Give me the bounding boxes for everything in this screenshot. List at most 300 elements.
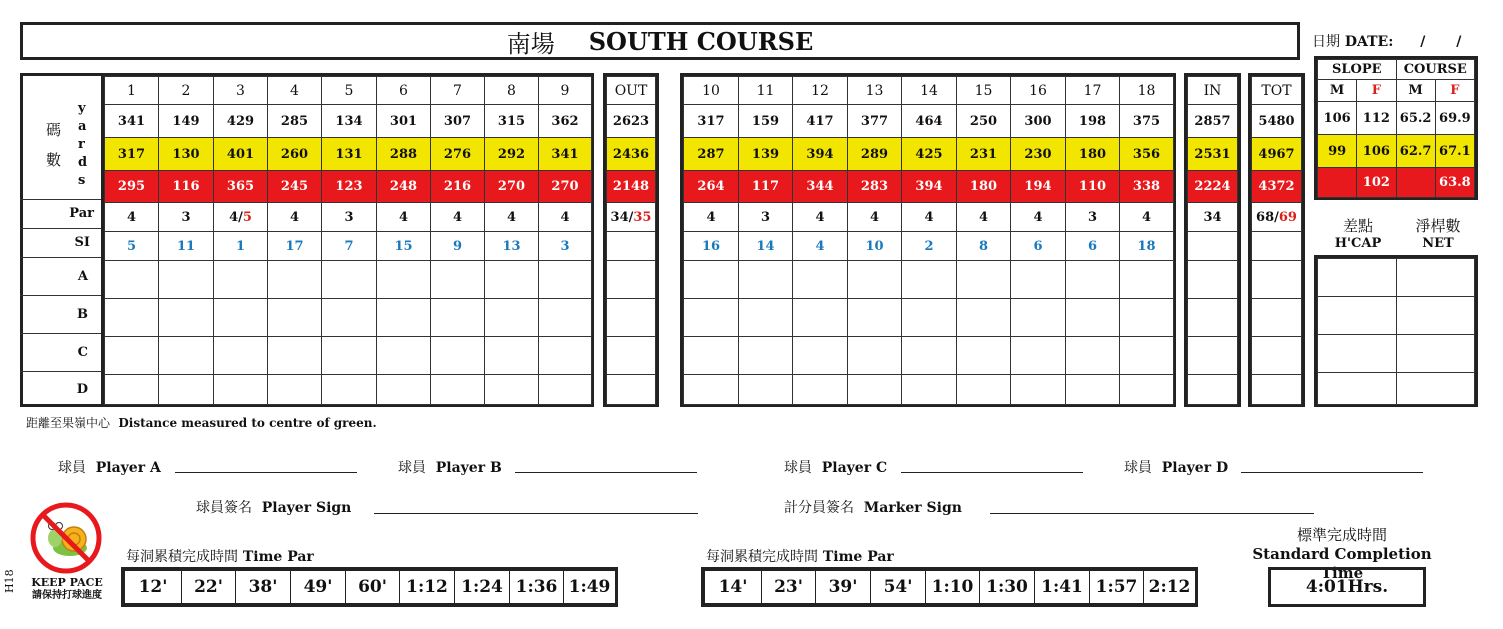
female-label: F <box>1435 80 1474 102</box>
player-row-label: B <box>20 295 104 333</box>
tot-si <box>1252 232 1302 261</box>
player-c-field[interactable] <box>901 472 1083 473</box>
time-par-cell: 1:24 <box>455 571 510 604</box>
out-score-c[interactable] <box>607 337 656 375</box>
back-nine-block <box>680 73 1176 407</box>
hole-number: 11 <box>739 77 793 105</box>
time-par-en: Time Par <box>822 549 894 565</box>
tot-block <box>1248 73 1305 407</box>
hole-par: 4 <box>793 203 848 232</box>
white-yards: 285 <box>268 105 322 138</box>
hole-number: 17 <box>1066 77 1120 105</box>
time-par-cell: 1:57 <box>1090 571 1144 604</box>
time-par-front <box>121 567 618 607</box>
player-d-label <box>1124 457 1228 477</box>
hole-number: 13 <box>848 77 902 105</box>
score-a[interactable] <box>322 261 377 299</box>
tot-yellow: 4967 <box>1252 138 1302 171</box>
score-c[interactable] <box>322 337 377 375</box>
hole-par: 4 <box>268 203 322 232</box>
score-b[interactable] <box>848 299 902 337</box>
white-yards: 134 <box>322 105 377 138</box>
stroke-index: 14 <box>739 232 793 261</box>
score-b[interactable] <box>485 299 539 337</box>
hole-par: 4 <box>539 203 592 232</box>
yellow-yards: 356 <box>1120 138 1174 171</box>
par-alt: 5 <box>242 209 252 225</box>
hole-number: 8 <box>485 77 539 105</box>
yards-letter: s <box>78 173 86 188</box>
slope-header: SLOPE <box>1318 60 1397 80</box>
marker-sign-field[interactable] <box>990 513 1314 514</box>
score-b[interactable] <box>902 299 957 337</box>
stroke-index: 9 <box>431 232 485 261</box>
rating-cell: 65.2 <box>1396 102 1435 135</box>
hole-par: 4 <box>431 203 485 232</box>
red-yards: 248 <box>377 171 431 203</box>
in-par: 34 <box>1188 203 1238 232</box>
tot-header: TOT <box>1252 77 1302 105</box>
yellow-yards: 287 <box>684 138 739 171</box>
hole-par: 4 <box>684 203 739 232</box>
stroke-index: 10 <box>848 232 902 261</box>
hole-par: 4 <box>1120 203 1174 232</box>
hcap-cell[interactable] <box>1318 373 1397 405</box>
date-label-cn: 日期 <box>1312 34 1340 50</box>
player-sign-en: Player Sign <box>261 500 352 516</box>
hole-par: 3 <box>739 203 793 232</box>
red-yards: 270 <box>539 171 592 203</box>
male-label: M <box>1396 80 1435 102</box>
hole-number: 9 <box>539 77 592 105</box>
yellow-yards: 131 <box>322 138 377 171</box>
time-par-cn: 每洞累積完成時間 <box>706 549 818 565</box>
yellow-yards: 139 <box>739 138 793 171</box>
score-d[interactable] <box>431 375 485 405</box>
score-c[interactable] <box>214 337 268 375</box>
out-par <box>607 203 656 232</box>
rating-cell: 67.1 <box>1435 135 1474 168</box>
hole-par: 4 <box>848 203 902 232</box>
hole-number: 4 <box>268 77 322 105</box>
score-d[interactable] <box>793 375 848 405</box>
out-header: OUT <box>607 77 656 105</box>
hcap-label-cn: 差點 <box>1342 217 1373 235</box>
front-nine-table <box>104 76 592 405</box>
score-a[interactable] <box>1011 261 1066 299</box>
score-b[interactable] <box>1066 299 1120 337</box>
stroke-index: 18 <box>1120 232 1174 261</box>
stroke-index: 7 <box>322 232 377 261</box>
tot-score-d[interactable] <box>1252 375 1302 405</box>
hole-number: 5 <box>322 77 377 105</box>
score-c[interactable] <box>105 337 159 375</box>
yellow-yards: 341 <box>539 138 592 171</box>
player-c-label <box>784 457 887 477</box>
score-c[interactable] <box>739 337 793 375</box>
par-label: Par <box>20 199 104 228</box>
out-red: 2148 <box>607 171 656 203</box>
si-label: SI <box>20 228 104 257</box>
white-yards: 301 <box>377 105 431 138</box>
score-c[interactable] <box>377 337 431 375</box>
player-a-label <box>58 457 161 477</box>
in-score-d[interactable] <box>1188 375 1238 405</box>
score-b[interactable] <box>105 299 159 337</box>
yellow-yards: 401 <box>214 138 268 171</box>
hole-par: 4 <box>105 203 159 232</box>
hole-par: 3 <box>322 203 377 232</box>
score-b[interactable] <box>957 299 1011 337</box>
score-a[interactable] <box>1120 261 1174 299</box>
net-cell[interactable] <box>1396 259 1475 297</box>
stroke-index: 8 <box>957 232 1011 261</box>
score-d[interactable] <box>902 375 957 405</box>
player-sign-label <box>196 497 351 517</box>
card-code: H18 <box>3 569 16 593</box>
net-cell[interactable] <box>1396 335 1475 373</box>
score-d[interactable] <box>1011 375 1066 405</box>
rating-cell <box>1396 168 1435 198</box>
white-yards: 159 <box>739 105 793 138</box>
hcap-label-en: H'CAP <box>1334 236 1382 251</box>
course-title <box>20 22 1300 60</box>
player-a-cn: 球員 <box>58 460 86 476</box>
hcap-cell[interactable] <box>1318 335 1397 373</box>
hole-number: 3 <box>214 77 268 105</box>
yards-letter: a <box>78 119 87 134</box>
red-yards: 194 <box>1011 171 1066 203</box>
stroke-index: 4 <box>793 232 848 261</box>
back-nine-table <box>683 76 1174 405</box>
score-a[interactable] <box>1066 261 1120 299</box>
net-label-cn: 淨桿數 <box>1415 217 1461 235</box>
score-d[interactable] <box>1066 375 1120 405</box>
yellow-yards: 180 <box>1066 138 1120 171</box>
out-score-d[interactable] <box>607 375 656 405</box>
yellow-yards: 394 <box>793 138 848 171</box>
score-b[interactable] <box>1011 299 1066 337</box>
player-c-cn: 球員 <box>784 460 812 476</box>
standard-completion-value: 4:01Hrs. <box>1268 567 1426 607</box>
tot-score-a[interactable] <box>1252 261 1302 299</box>
tot-par-main: 68/ <box>1256 209 1279 225</box>
player-b-cn: 球員 <box>398 460 426 476</box>
time-par-back <box>701 567 1198 607</box>
rating-cell: 112 <box>1357 102 1396 135</box>
stroke-index: 3 <box>539 232 592 261</box>
net-cell[interactable] <box>1396 297 1475 335</box>
in-red: 2224 <box>1188 171 1238 203</box>
score-a[interactable] <box>684 261 739 299</box>
score-a[interactable] <box>848 261 902 299</box>
stroke-index: 5 <box>105 232 159 261</box>
row-label-table <box>20 73 104 407</box>
red-yards: 283 <box>848 171 902 203</box>
course-header: COURSE <box>1396 60 1475 80</box>
yellow-yards: 425 <box>902 138 957 171</box>
rating-cell: 106 <box>1318 102 1357 135</box>
score-d[interactable] <box>105 375 159 405</box>
marker-sign-label <box>784 497 962 517</box>
distance-note <box>26 414 377 431</box>
player-b-en: Player B <box>435 460 502 476</box>
white-yards: 315 <box>485 105 539 138</box>
time-par-cn: 每洞累積完成時間 <box>126 549 238 565</box>
red-yards: 180 <box>957 171 1011 203</box>
rating-block <box>1314 56 1478 200</box>
score-a[interactable] <box>793 261 848 299</box>
rating-cell <box>1318 168 1357 198</box>
score-a[interactable] <box>739 261 793 299</box>
male-label: M <box>1318 80 1357 102</box>
out-yellow: 2436 <box>607 138 656 171</box>
hcap-net-block <box>1314 255 1478 407</box>
distance-note-cn: 距離至果嶺中心 <box>26 416 111 430</box>
score-a[interactable] <box>485 261 539 299</box>
red-yards: 344 <box>793 171 848 203</box>
yards-letter: r <box>78 137 85 152</box>
white-yards: 341 <box>105 105 159 138</box>
stroke-index: 16 <box>684 232 739 261</box>
score-a[interactable] <box>957 261 1011 299</box>
score-b[interactable] <box>739 299 793 337</box>
hole-par: 4 <box>902 203 957 232</box>
score-d[interactable] <box>1120 375 1174 405</box>
rating-table <box>1317 59 1475 198</box>
score-c[interactable] <box>957 337 1011 375</box>
score-c[interactable] <box>684 337 739 375</box>
score-b[interactable] <box>1120 299 1174 337</box>
tot-score-b[interactable] <box>1252 299 1302 337</box>
player-row-label: A <box>20 257 104 295</box>
standard-completion-cn: 標準完成時間 <box>1296 526 1387 544</box>
date-sep: / <box>1420 34 1426 50</box>
hcap-net-table <box>1317 258 1475 405</box>
player-row-label: C <box>20 333 104 371</box>
tot-score-c[interactable] <box>1252 337 1302 375</box>
score-a[interactable] <box>105 261 159 299</box>
score-d[interactable] <box>322 375 377 405</box>
hole-par: 4 <box>1011 203 1066 232</box>
yellow-yards: 230 <box>1011 138 1066 171</box>
yellow-yards: 231 <box>957 138 1011 171</box>
rating-cell: 99 <box>1318 135 1357 168</box>
hcap-cell[interactable] <box>1318 297 1397 335</box>
hole-par <box>214 203 268 232</box>
red-yards: 365 <box>214 171 268 203</box>
time-par-front-table <box>124 570 616 604</box>
yards-label-cn: 碼 <box>46 121 62 139</box>
white-yards: 417 <box>793 105 848 138</box>
out-block <box>603 73 659 407</box>
time-par-cell: 1:12 <box>400 571 455 604</box>
date-label-en: DATE: <box>1344 34 1394 50</box>
net-label-en: NET <box>1422 236 1454 251</box>
white-yards: 377 <box>848 105 902 138</box>
time-par-cell: 23' <box>762 571 816 604</box>
score-a[interactable] <box>268 261 322 299</box>
yards-letter: d <box>78 155 88 170</box>
yellow-yards: 288 <box>377 138 431 171</box>
hole-number: 10 <box>684 77 739 105</box>
score-b[interactable] <box>322 299 377 337</box>
out-si <box>607 232 656 261</box>
rating-cell: 62.7 <box>1396 135 1435 168</box>
score-d[interactable] <box>539 375 592 405</box>
hcap-cell[interactable] <box>1318 259 1397 297</box>
score-c[interactable] <box>268 337 322 375</box>
rating-cell: 102 <box>1357 168 1396 198</box>
score-c[interactable] <box>1011 337 1066 375</box>
rating-cell: 106 <box>1357 135 1396 168</box>
score-b[interactable] <box>214 299 268 337</box>
score-b[interactable] <box>684 299 739 337</box>
score-d[interactable] <box>377 375 431 405</box>
time-par-cell: 1:49 <box>564 571 616 604</box>
time-par-cell: 2:12 <box>1144 571 1196 604</box>
white-yards: 317 <box>684 105 739 138</box>
score-b[interactable] <box>539 299 592 337</box>
tot-table <box>1251 76 1302 405</box>
distance-note-en: Distance measured to centre of green. <box>118 416 377 430</box>
yards-label-cn: 數 <box>46 151 62 169</box>
marker-sign-en: Marker Sign <box>863 500 962 516</box>
tot-white: 5480 <box>1252 105 1302 138</box>
yellow-yards: 292 <box>485 138 539 171</box>
score-c[interactable] <box>539 337 592 375</box>
date-sep: / <box>1456 34 1462 50</box>
course-title-cn: 南場 <box>506 29 555 58</box>
white-yards: 429 <box>214 105 268 138</box>
stroke-index: 17 <box>268 232 322 261</box>
player-d-field[interactable] <box>1241 472 1423 473</box>
par-main: 4/ <box>229 209 243 225</box>
player-b-label <box>398 457 502 477</box>
keep-pace-logo <box>30 502 102 574</box>
player-row-label: D <box>20 371 104 407</box>
red-yards: 295 <box>105 171 159 203</box>
hole-number: 12 <box>793 77 848 105</box>
score-b[interactable] <box>431 299 485 337</box>
score-d[interactable] <box>214 375 268 405</box>
net-cell[interactable] <box>1396 373 1475 405</box>
time-par-cell: 49' <box>291 571 346 604</box>
rating-cell: 63.8 <box>1435 168 1474 198</box>
female-label: F <box>1357 80 1396 102</box>
score-d[interactable] <box>739 375 793 405</box>
score-d[interactable] <box>848 375 902 405</box>
keep-pace-en: KEEP PACE <box>31 576 103 589</box>
score-b[interactable] <box>268 299 322 337</box>
score-c[interactable] <box>1066 337 1120 375</box>
player-sign-field[interactable] <box>374 513 698 514</box>
in-score-c[interactable] <box>1188 337 1238 375</box>
time-par-cell: 1:10 <box>926 571 980 604</box>
yellow-yards: 276 <box>431 138 485 171</box>
red-yards: 338 <box>1120 171 1174 203</box>
marker-sign-cn: 計分員簽名 <box>784 500 854 516</box>
white-yards: 307 <box>431 105 485 138</box>
white-yards: 198 <box>1066 105 1120 138</box>
score-d[interactable] <box>957 375 1011 405</box>
score-b[interactable] <box>159 299 214 337</box>
hole-par: 4 <box>377 203 431 232</box>
time-par-en: Time Par <box>242 549 314 565</box>
hole-par: 3 <box>1066 203 1120 232</box>
score-c[interactable] <box>485 337 539 375</box>
player-c-en: Player C <box>821 460 888 476</box>
score-c[interactable] <box>1120 337 1174 375</box>
score-c[interactable] <box>431 337 485 375</box>
score-a[interactable] <box>902 261 957 299</box>
out-score-b[interactable] <box>607 299 656 337</box>
stroke-index: 2 <box>902 232 957 261</box>
tot-red: 4372 <box>1252 171 1302 203</box>
net-label <box>1398 218 1478 252</box>
white-yards: 149 <box>159 105 214 138</box>
player-b-field[interactable] <box>515 472 697 473</box>
out-par-alt: 35 <box>633 209 652 225</box>
score-a[interactable] <box>539 261 592 299</box>
time-par-cell: 39' <box>816 571 871 604</box>
player-d-en: Player D <box>1161 460 1229 476</box>
time-par-cell: 38' <box>236 571 291 604</box>
score-d[interactable] <box>485 375 539 405</box>
yellow-yards: 289 <box>848 138 902 171</box>
score-d[interactable] <box>684 375 739 405</box>
hole-number: 6 <box>377 77 431 105</box>
score-d[interactable] <box>159 375 214 405</box>
score-b[interactable] <box>377 299 431 337</box>
time-par-cell: 60' <box>346 571 400 604</box>
score-a[interactable] <box>214 261 268 299</box>
player-a-field[interactable] <box>175 472 357 473</box>
score-c[interactable] <box>848 337 902 375</box>
hole-number: 18 <box>1120 77 1174 105</box>
red-yards: 116 <box>159 171 214 203</box>
out-white: 2623 <box>607 105 656 138</box>
keep-pace-text <box>22 576 112 602</box>
score-c[interactable] <box>159 337 214 375</box>
out-par-main: 34/ <box>610 209 634 225</box>
time-par-cell: 12' <box>125 571 182 604</box>
in-score-b[interactable] <box>1188 299 1238 337</box>
in-yellow: 2531 <box>1188 138 1238 171</box>
score-c[interactable] <box>793 337 848 375</box>
score-c[interactable] <box>902 337 957 375</box>
hole-number: 2 <box>159 77 214 105</box>
score-a[interactable] <box>377 261 431 299</box>
time-par-back-table <box>704 570 1196 604</box>
red-yards: 264 <box>684 171 739 203</box>
player-a-en: Player A <box>95 460 161 476</box>
in-white: 2857 <box>1188 105 1238 138</box>
out-score-a[interactable] <box>607 261 656 299</box>
stroke-index: 6 <box>1066 232 1120 261</box>
score-a[interactable] <box>159 261 214 299</box>
date-field[interactable] <box>1312 31 1461 51</box>
in-score-a[interactable] <box>1188 261 1238 299</box>
hcap-label <box>1318 218 1398 252</box>
score-d[interactable] <box>268 375 322 405</box>
hole-par: 4 <box>957 203 1011 232</box>
time-par-cell: 54' <box>871 571 926 604</box>
score-a[interactable] <box>431 261 485 299</box>
score-b[interactable] <box>793 299 848 337</box>
white-yards: 375 <box>1120 105 1174 138</box>
yellow-yards: 317 <box>105 138 159 171</box>
